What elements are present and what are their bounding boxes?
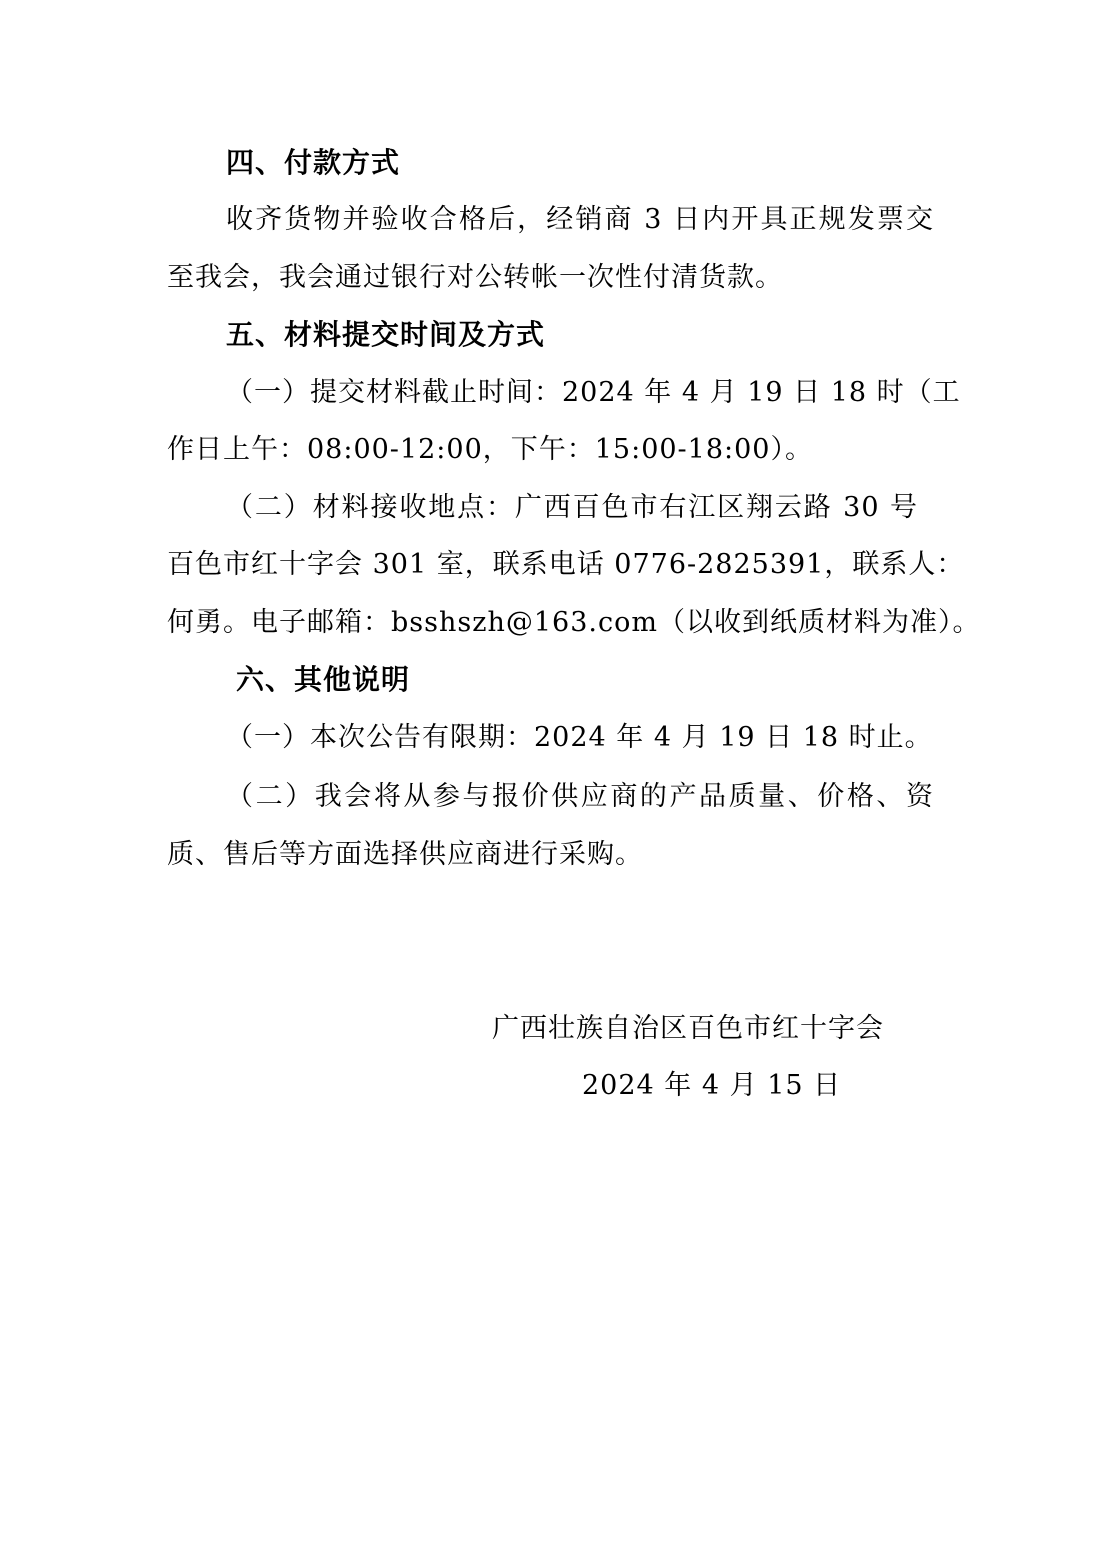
section-heading-other: 六、其他说明 xyxy=(236,663,411,696)
section-heading-payment: 四、付款方式 xyxy=(226,146,401,179)
paragraph-line: 作日上午：08:00-12:00，下午：15:00-18:00）。 xyxy=(167,434,813,465)
section-heading-submission: 五、材料提交时间及方式 xyxy=(226,318,546,351)
paragraph-line: 百色市红十字会 301 室，联系电话 0776-2825391，联系人： xyxy=(167,549,965,580)
paragraph-line: （一）提交材料截止时间：2024 年 4 月 19 日 18 时（工 xyxy=(226,377,961,408)
paragraph-line: （一）本次公告有限期：2024 年 4 月 19 日 18 时止。 xyxy=(226,722,933,753)
paragraph-line: 何勇。电子邮箱：bsshszh@163.com（以收到纸质材料为准）。 xyxy=(167,607,981,638)
paragraph-line: 至我会，我会通过银行对公转帐一次性付清货款。 xyxy=(167,262,783,293)
paragraph-line: 收齐货物并验收合格后，经销商 3 日内开具正规发票交 xyxy=(226,204,934,235)
paragraph-line: 质、售后等方面选择供应商进行采购。 xyxy=(167,839,643,870)
signature-organization: 广西壮族自治区百色市红十字会 xyxy=(492,1013,884,1044)
signature-date: 2024 年 4 月 15 日 xyxy=(582,1070,842,1101)
paragraph-line: （二）我会将从参与报价供应商的产品质量、价格、资 xyxy=(226,781,934,812)
paragraph-line: （二）材料接收地点：广西百色市右江区翔云路 30 号 xyxy=(226,492,918,523)
